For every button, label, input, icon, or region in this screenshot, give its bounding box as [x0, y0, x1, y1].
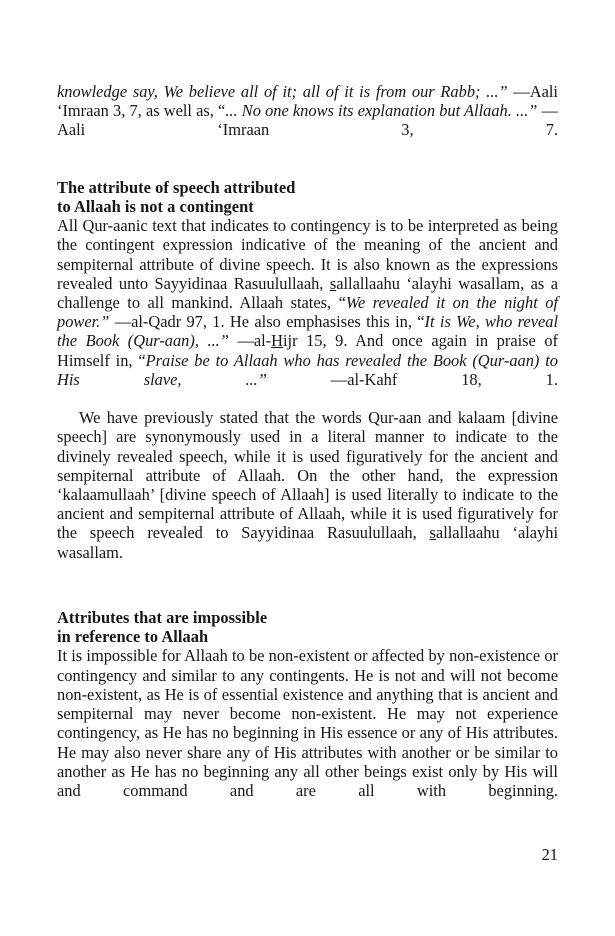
par3-seg-end: allallaahu ʻalayhi wasallam. — [57, 523, 558, 562]
citation-aali-imraan-intro: —Aali ‘Imraan 3, 7, as well as, “ — [57, 82, 558, 121]
heading-line-2: to Allaah is not a contingent — [57, 197, 254, 217]
par2-seg-after-sallallaahu: allallaahu ʻalayhi wasallam, as a challenge to all mankind. Allaah states, “ — [57, 273, 558, 313]
sallallaahu-underlined-s: s — [329, 273, 337, 293]
quran-quote-aali-imraan-first: knowledge say, We believe all of it; all of it is from our Rabb; ...” — [57, 82, 508, 101]
heading2-line-1: Attributes that are impossible — [57, 608, 268, 628]
heading-attributes-impossible — [57, 608, 558, 646]
paragraph-impossible-attributes — [57, 646, 558, 819]
quote-al-kahf: Praise be to Allaah who has revealed the Book (Qur-aan) to His slave, ...” — [57, 350, 558, 389]
heading2-line-2: in reference to Allaah — [57, 627, 209, 647]
citation-al-hijr-prefix: —al- — [228, 331, 272, 351]
heading-attribute-of-speech — [57, 178, 558, 216]
par3-seg-intro: We have previously stated that the words Qur-aan and kalaam [divine speech] are synonymously used in a literal manner to indicate to the divinely revealed speech, while it is used figuratively for the ancient and sempiternal attribute of Allaah. On the other hand, the expression ‘kalaamullaah’ [divine speech of Allaah] is used literally to indicate to the ancient and sempiternal attribute of Allaah, while it is used figuratively for the speech revealed to Sayyidinaa Rasuulullaah, — [57, 408, 558, 543]
quote-al-hijr: It is We, who reveal the Book (Qur-aan), ...” — [57, 312, 558, 351]
par2-seg-intro: All Qur-aanic text that indicates to contingency is to be interpreted as being the contingent expression indicative of the meaning of the ancient and sempiternal attribute of divine speech. It is also known as the expressions revealed unto Sayyidinaa Rasuulullaah, — [57, 216, 558, 293]
paragraph-quraan-and-kalaam — [57, 408, 558, 581]
continued-paragraph-quran-aali-imraan — [57, 82, 558, 159]
citation-al-kahf: —al-Kahf 18, 1. — [266, 369, 558, 389]
par4-seg-main: It is impossible for Allaah to be non-existent or affected by non-existence or contingency and similar to any contingents. He is not and will not become non-existent, as He is of essential existence and anything that is ancient and sempiternal may never become non-existent. He may not experience contingency, as He has no beginning in His essence or any of His attributes. He may also never share any of His attributes with another or be similar to another as He has no beginning any all other beings exist only by His will and command and are all with beginning. — [57, 646, 558, 800]
citation-aali-imraan-end: —Aali ‘Imraan 3, 7. — [57, 101, 558, 140]
paragraph-quranic-text-contingency — [57, 216, 558, 408]
page-number: 21 — [541, 845, 558, 864]
spacer-before-second-heading — [57, 581, 558, 608]
quran-quote-aali-imraan-second: ... No one knows its explanation but Allaah. ...” — [225, 101, 538, 121]
sallallaahu-underlined-s-2: s — [429, 523, 436, 543]
citation-al-qadr: —al-Qadr 97, 1. He also emphasises this in, “ — [109, 312, 425, 332]
citation-al-hijr-suffix: ijr 15, 9. And once again in praise of Himself in, “ — [57, 331, 559, 370]
heading-line-1: The attribute of speech attributed — [57, 177, 296, 197]
quote-al-qadr: We revealed it on the night of power.” — [57, 293, 558, 332]
spacer-before-first-heading — [57, 159, 558, 178]
text-column — [57, 82, 558, 819]
al-hijr-underlined-h: H — [271, 331, 283, 351]
